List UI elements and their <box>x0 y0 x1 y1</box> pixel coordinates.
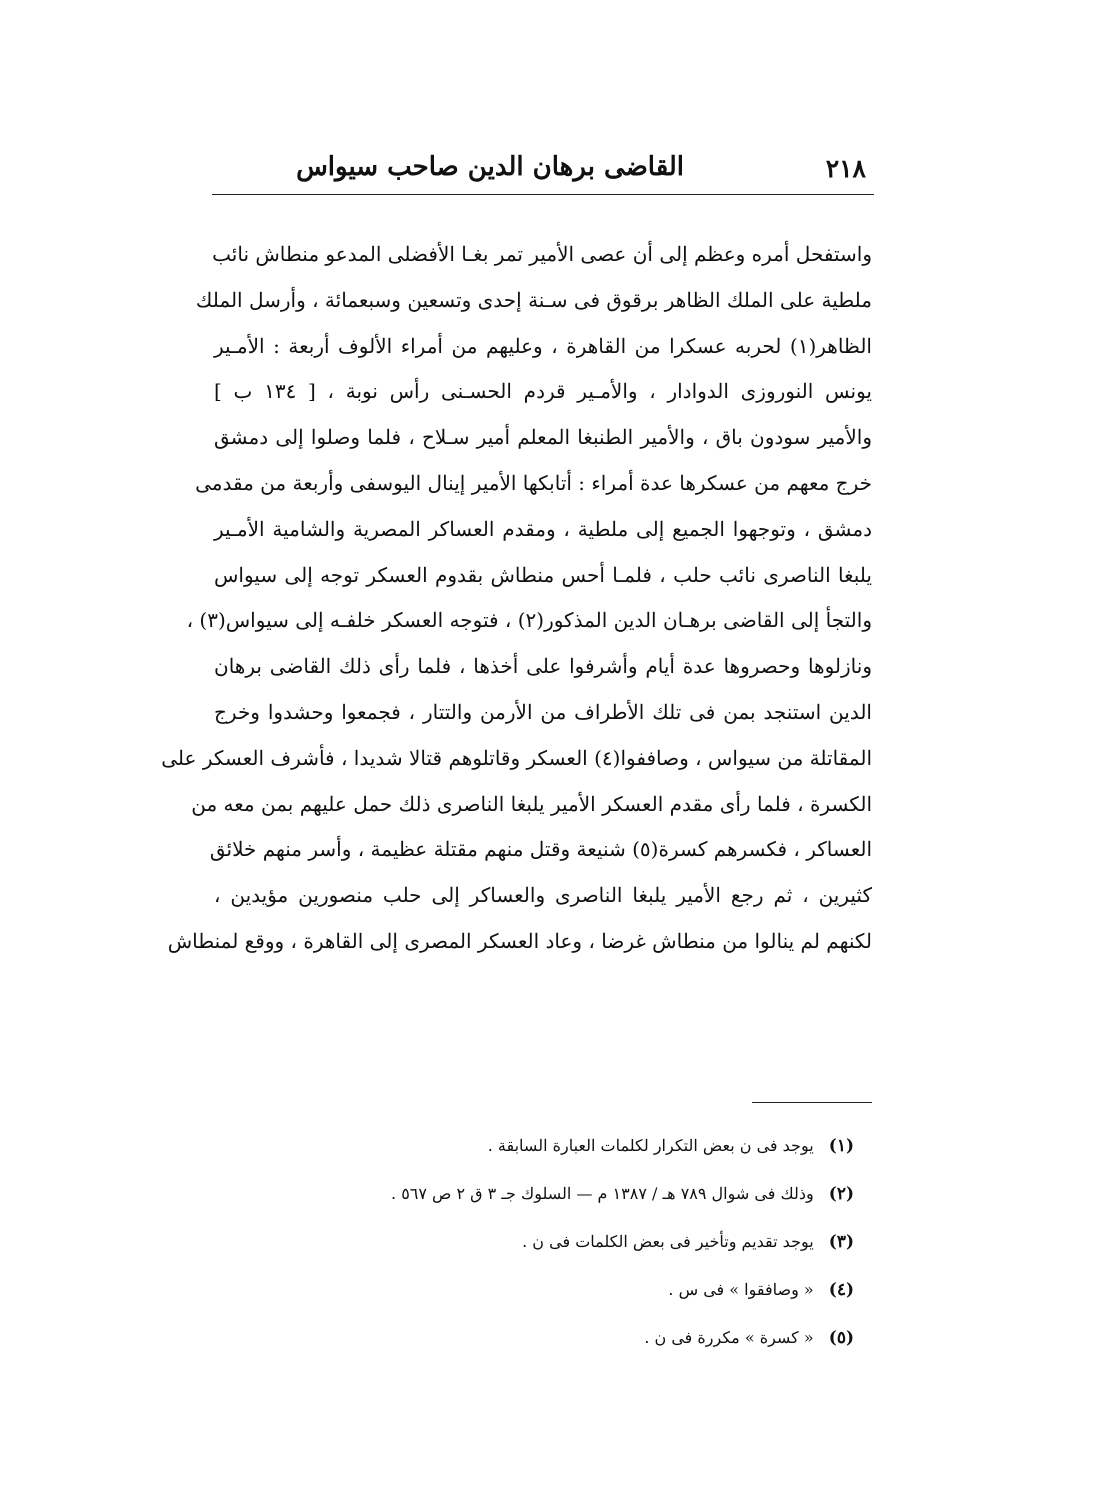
text-line: يلبغا الناصرى نائب حلب ، فلمـا أحس منطاش بقدوم العسكر توجه إلى سيواس <box>214 562 872 587</box>
footnote-number: (١) <box>828 1136 854 1156</box>
footnote-item <box>214 1314 854 1362</box>
footnote-text: « كسرة » مكررة فى ن . <box>644 1328 814 1347</box>
text-line: والتجأ إلى القاضى برهـان الدين المذكور(٢) ، فتوجه العسكر خلفـه إلى سيواس(٣) ، <box>186 608 872 633</box>
text-line: دمشق ، وتوجهوا الجميع إلى ملطية ، ومقدم العساكر المصرية والشامية الأمـير <box>214 516 872 541</box>
text-line: كثيرين ، ثم رجع الأمير يلبغا الناصرى والعساكر إلى حلب منصورين مؤيدين ، <box>214 883 872 908</box>
text-line: لكنهم لم ينالوا من منطاش غرضا ، وعاد العسكر المصرى إلى القاهرة ، ووقع لمنطاش <box>167 928 872 953</box>
footnote-number: (٣) <box>828 1232 854 1252</box>
footnote-item <box>214 1122 854 1170</box>
main-text <box>161 232 872 965</box>
footnote-text: يوجد فى ن بعض التكرار لكلمات العبارة السابقة . <box>487 1136 814 1155</box>
text-line: خرج معهم من عسكرها عدة أمراء : أتابكها الأمير إينال اليوسفى وأربعة من مقدمى <box>195 470 872 495</box>
text-line: ونازلوها وحصروها عدة أيام وأشرفوا على أخذها ، فلما رأى ذلك القاضى برهان <box>214 654 872 679</box>
running-title: القاضى برهان الدين صاحب سيواس <box>296 152 684 182</box>
footnote-separator <box>752 1102 872 1103</box>
page-header <box>212 148 874 195</box>
footnotes <box>214 1122 854 1362</box>
footnote-item <box>214 1170 854 1218</box>
footnote-number: (٢) <box>828 1184 854 1204</box>
text-line: يونس النوروزى الدوادار ، والأمـير قردم الحسـنى رأس نوبة ، [ ١٣٤ ب ] <box>214 379 872 404</box>
text-line: الظاهر(١) لحربه عسكرا من القاهرة ، وعليهم من أمراء الألوف أربعة : الأمـير <box>214 333 872 358</box>
footnote-item <box>214 1218 854 1266</box>
footnote-text: « وصافقوا » فى س . <box>668 1280 814 1299</box>
text-line: والأمير سودون باق ، والأمير الطنبغا المعلم أمير سـلاح ، فلما وصلوا إلى دمشق <box>214 425 872 450</box>
text-line: العساكر ، فكسرهم كسرة(٥) شنيعة وقتل منهم مقتلة عظيمة ، وأسر منهم خلائق <box>209 837 872 862</box>
text-line: واستفحل أمره وعظم إلى أن عصى الأمير تمر بغـا الأفضلى المدعو منطاش نائب <box>212 242 872 266</box>
text-line: الدين استنجد بمن فى تلك الأطراف من الأرمن والتتار ، فجمعوا وحشدوا وخرج <box>214 699 872 724</box>
text-line: الكسرة ، فلما رأى مقدم العسكر الأمير يلبغا الناصرى ذلك حمل عليهم بمن معه من <box>191 791 872 816</box>
footnote-text: وذلك فى شوال ٧٨٩ هـ / ١٣٨٧ م — السلوك جـ ٣ ق ٢ ص ٥٦٧ . <box>391 1184 814 1203</box>
text-line: المقاتلة من سيواس ، وصاففوا(٤) العسكر وقاتلوهم قتالا شديدا ، فأشرف العسكر على <box>161 745 872 770</box>
footnote-text: يوجد تقديم وتأخير فى بعض الكلمات فى ن . <box>522 1232 814 1251</box>
page-number: ٢١٨ <box>825 154 866 183</box>
text-line: ملطية على الملك الظاهر برقوق فى سـنة إحدى وتسعين وسبعمائة ، وأرسل الملك <box>195 287 872 312</box>
footnote-number: (٤) <box>828 1280 854 1300</box>
footnote-number: (٥) <box>828 1328 854 1348</box>
footnote-item <box>214 1266 854 1314</box>
